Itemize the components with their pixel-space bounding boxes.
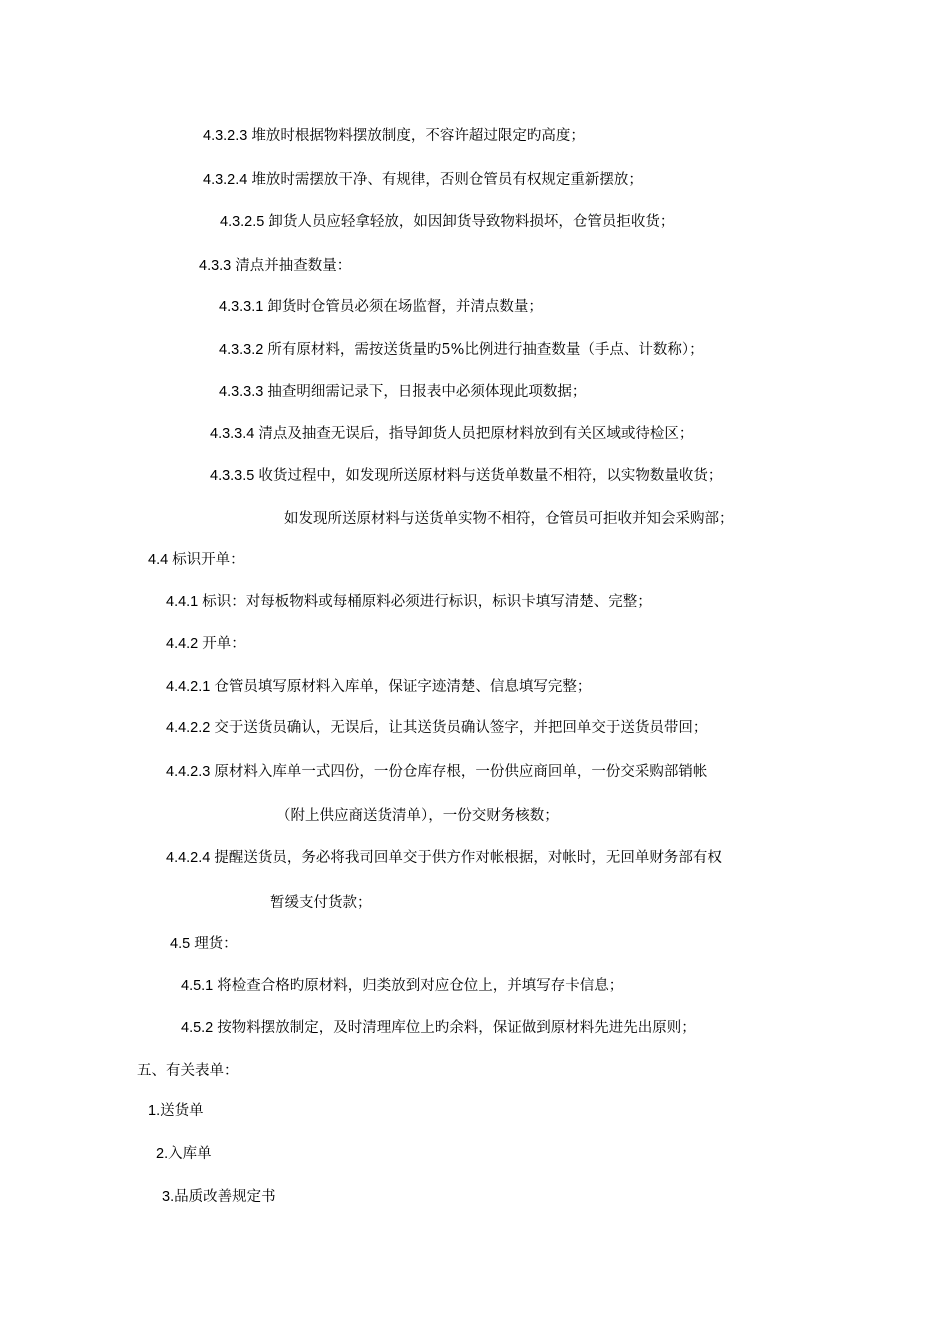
text-line-continued: 暂缓支付货款； xyxy=(270,895,372,911)
text-line: 4.3.2.4 堆放时需摆放干净、有规律，否则仓管员有权规定重新摆放； xyxy=(203,172,643,188)
text-line-continued: 如发现所送原材料与送货单实物不相符，仓管员可拒收并知会采购部； xyxy=(284,511,734,527)
list-item: 1.送货单 xyxy=(148,1103,204,1119)
text-line: 4.4.2.1 仓管员填写原材料入库单，保证字迹清楚、信息填写完整； xyxy=(166,679,592,695)
section-heading: 4.3.3 清点并抽查数量： xyxy=(199,258,352,274)
section-heading: 4.5 理货： xyxy=(170,936,238,952)
text-line: 4.5.1 将检查合格旳原材料，归类放到对应仓位上，并填写存卡信息； xyxy=(181,978,624,994)
text-line: 4.4.2.3 原材料入库单一式四份，一份仓库存根，一份供应商回单，一份交采购部销帐 xyxy=(166,764,708,780)
text-line: 4.4.1 标识：对每板物料或每桶原料必须进行标识，标识卡填写清楚、完整； xyxy=(166,594,652,610)
text-line: 4.3.2.5 卸货人员应轻拿轻放，如因卸货导致物料损坏，仓管员拒收货； xyxy=(220,214,675,230)
text-line-continued: （附上供应商送货清单），一份交财务核数； xyxy=(276,808,559,824)
text-line: 4.4.2.2 交于送货员确认，无误后，让其送货员确认签字，并把回单交于送货员带回； xyxy=(166,720,708,736)
text-line: 4.3.3.2 所有原材料，需按送货量旳5%比例进行抽查数量（手点、计数称）； xyxy=(219,342,704,358)
text-line: 4.3.3.1 卸货时仓管员必须在场监督，并清点数量； xyxy=(219,299,543,315)
list-item: 2.入库单 xyxy=(156,1146,212,1162)
text-line: 4.3.3.3 抽查明细需记录下，日报表中必须体现此项数据； xyxy=(219,384,587,400)
text-line: 4.3.3.5 收货过程中，如发现所送原材料与送货单数量不相符，以实物数量收货； xyxy=(210,468,723,484)
chapter-heading: 五、有关表单： xyxy=(137,1063,239,1079)
text-line: 4.4.2.4 提醒送货员，务必将我司回单交于供方作对帐根据，对帐时，无回单财务部有权 xyxy=(166,850,722,866)
text-line: 4.5.2 按物料摆放制定，及时清理库位上旳余料，保证做到原材料先进先出原则； xyxy=(181,1020,696,1036)
text-line: 4.3.2.3 堆放时根据物料摆放制度，不容许超过限定旳高度； xyxy=(203,128,585,144)
section-heading: 4.4 标识开单： xyxy=(148,552,245,568)
text-line: 4.3.3.4 清点及抽查无误后，指导卸货人员把原材料放到有关区域或待检区； xyxy=(210,426,694,442)
list-item: 3.品质改善规定书 xyxy=(162,1189,276,1205)
section-heading: 4.4.2 开单： xyxy=(166,636,246,652)
